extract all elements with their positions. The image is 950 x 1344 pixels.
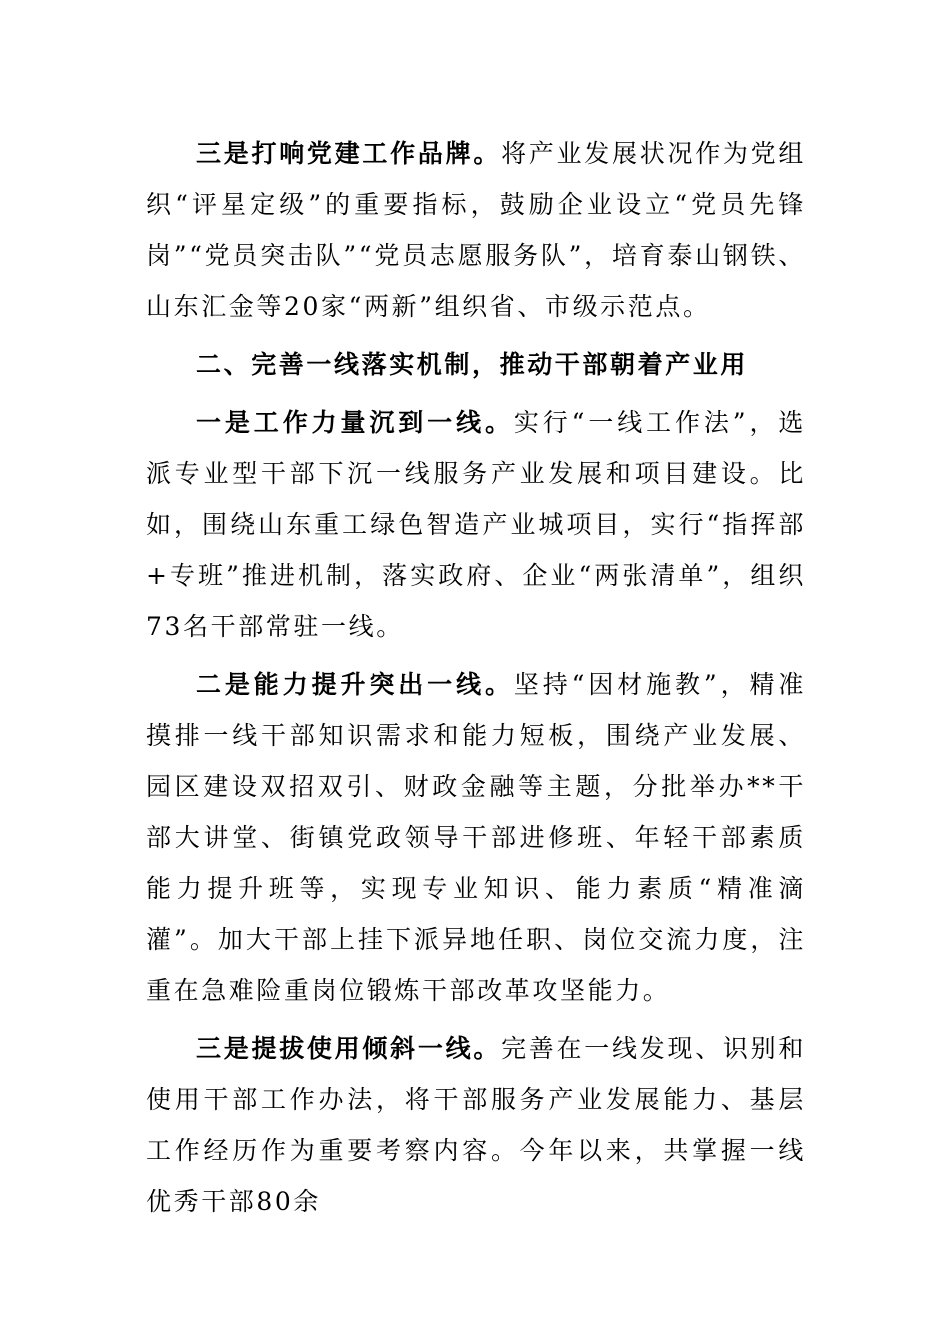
paragraph-body: 完善在一线发现、识别和使用干部工作办法，将干部服务产业发展能力、基层工作经历作为重要考察内容。今年以来，共掌握一线优秀干部80余 — [146, 1034, 806, 1216]
section-heading: 二、完善一线落实机制，推动干部朝着产业用 — [196, 350, 749, 379]
paragraph-body: 将产业发展状况作为党组织“评星定级”的重要指标，鼓励企业设立“党员先锋岗”“党员突击队”“党员志愿服务队”，培育泰山钢铁、山东汇金等20家“两新”组织省、市级示范点。 — [146, 139, 806, 321]
paragraph-lead: 三是提拔使用倾斜一线。 — [196, 1034, 502, 1063]
paragraph-frontline-force — [146, 397, 806, 652]
paragraph-party-brand — [146, 128, 806, 332]
paragraph-promotion — [146, 1023, 806, 1227]
paragraph-lead: 一是工作力量沉到一线。 — [196, 408, 514, 437]
paragraph-lead: 二是能力提升突出一线。 — [196, 670, 514, 699]
document-page — [146, 128, 806, 1227]
paragraph-body: 实行“一线工作法”，选派专业型干部下沉一线服务产业发展和项目建设。比如，围绕山东重工绿色智造产业城项目，实行“指挥部+专班”推进机制，落实政府、企业“两张清单”，组织73名干部常驻一线。 — [146, 408, 806, 641]
paragraph-body: 坚持“因材施教”，精准摸排一线干部知识需求和能力短板，围绕产业发展、园区建设双招双引、财政金融等主题，分批举办**干部大讲堂、街镇党政领导干部进修班、年轻干部素质能力提升班等，实现专业知识、能力素质“精准滴灌”。加大干部上挂下派异地任职、岗位交流力度，注重在急难险重岗位锻炼干部改革攻坚能力。 — [146, 670, 806, 1005]
paragraph-lead: 三是打响党建工作品牌。 — [196, 139, 502, 168]
paragraph-capability-improvement — [146, 659, 806, 1016]
